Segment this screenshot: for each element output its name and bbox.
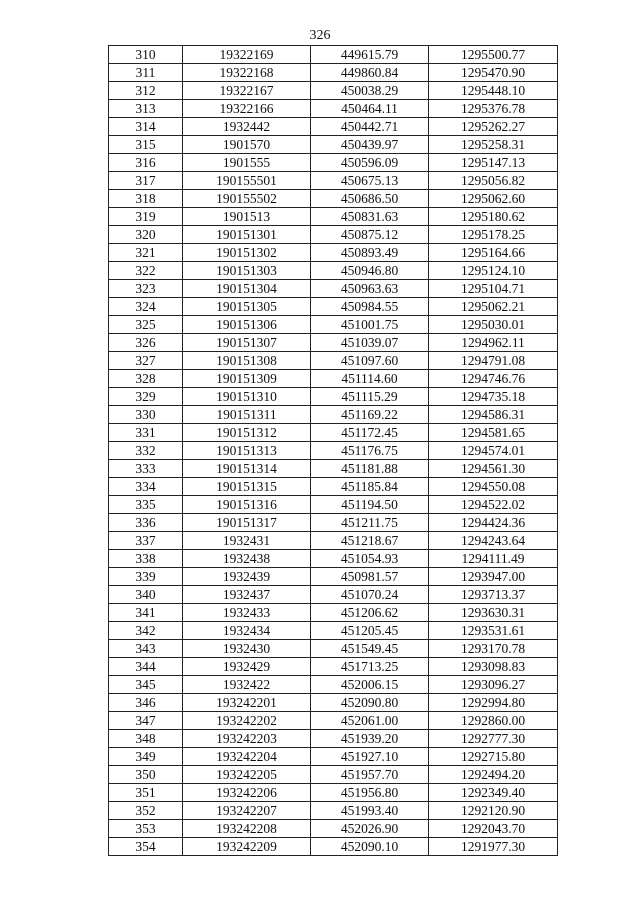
y-coordinate-cell: 1294962.11 (429, 334, 558, 352)
x-coordinate-cell: 451114.60 (311, 370, 429, 388)
table-row (109, 496, 558, 514)
y-coordinate-cell: 1294243.64 (429, 532, 558, 550)
point-number-cell: 341 (109, 604, 183, 622)
y-coordinate-cell: 1293947.00 (429, 568, 558, 586)
point-id-cell: 19322167 (183, 82, 311, 100)
table-row (109, 244, 558, 262)
y-coordinate-cell: 1295147.13 (429, 154, 558, 172)
point-id-cell: 193242207 (183, 802, 311, 820)
point-number-cell: 325 (109, 316, 183, 334)
table-row (109, 730, 558, 748)
point-number-cell: 352 (109, 802, 183, 820)
x-coordinate-cell: 452026.90 (311, 820, 429, 838)
point-id-cell: 190151304 (183, 280, 311, 298)
x-coordinate-cell: 452061.00 (311, 712, 429, 730)
table-row (109, 802, 558, 820)
point-id-cell: 1932422 (183, 676, 311, 694)
point-number-cell: 350 (109, 766, 183, 784)
table-row (109, 622, 558, 640)
table-row (109, 586, 558, 604)
x-coordinate-cell: 451206.62 (311, 604, 429, 622)
y-coordinate-cell: 1294586.31 (429, 406, 558, 424)
table-row (109, 334, 558, 352)
y-coordinate-cell: 1295030.01 (429, 316, 558, 334)
x-coordinate-cell: 451939.20 (311, 730, 429, 748)
table-row (109, 604, 558, 622)
point-number-cell: 327 (109, 352, 183, 370)
table-row (109, 136, 558, 154)
point-number-cell: 328 (109, 370, 183, 388)
x-coordinate-cell: 450439.97 (311, 136, 429, 154)
coordinates-table (108, 45, 558, 856)
point-number-cell: 345 (109, 676, 183, 694)
y-coordinate-cell: 1294561.30 (429, 460, 558, 478)
point-number-cell: 347 (109, 712, 183, 730)
x-coordinate-cell: 451097.60 (311, 352, 429, 370)
point-number-cell: 337 (109, 532, 183, 550)
point-id-cell: 1932439 (183, 568, 311, 586)
point-number-cell: 321 (109, 244, 183, 262)
point-number-cell: 354 (109, 838, 183, 856)
y-coordinate-cell: 1294424.36 (429, 514, 558, 532)
x-coordinate-cell: 451070.24 (311, 586, 429, 604)
y-coordinate-cell: 1295104.71 (429, 280, 558, 298)
x-coordinate-cell: 450686.50 (311, 190, 429, 208)
x-coordinate-cell: 449615.79 (311, 46, 429, 64)
table-row (109, 676, 558, 694)
x-coordinate-cell: 450675.13 (311, 172, 429, 190)
point-id-cell: 193242209 (183, 838, 311, 856)
point-number-cell: 344 (109, 658, 183, 676)
point-number-cell: 333 (109, 460, 183, 478)
point-number-cell: 319 (109, 208, 183, 226)
point-number-cell: 317 (109, 172, 183, 190)
table-row (109, 100, 558, 118)
point-number-cell: 338 (109, 550, 183, 568)
point-id-cell: 190151310 (183, 388, 311, 406)
table-row (109, 406, 558, 424)
y-coordinate-cell: 1293531.61 (429, 622, 558, 640)
table-row (109, 64, 558, 82)
y-coordinate-cell: 1292494.20 (429, 766, 558, 784)
table-row (109, 118, 558, 136)
point-id-cell: 190151314 (183, 460, 311, 478)
point-number-cell: 326 (109, 334, 183, 352)
y-coordinate-cell: 1294581.65 (429, 424, 558, 442)
point-id-cell: 1901555 (183, 154, 311, 172)
x-coordinate-cell: 450893.49 (311, 244, 429, 262)
point-number-cell: 329 (109, 388, 183, 406)
x-coordinate-cell: 450963.63 (311, 280, 429, 298)
x-coordinate-cell: 451054.93 (311, 550, 429, 568)
point-number-cell: 346 (109, 694, 183, 712)
x-coordinate-cell: 451713.25 (311, 658, 429, 676)
point-id-cell: 190151308 (183, 352, 311, 370)
y-coordinate-cell: 1295062.60 (429, 190, 558, 208)
y-coordinate-cell: 1291977.30 (429, 838, 558, 856)
point-number-cell: 336 (109, 514, 183, 532)
point-id-cell: 1932434 (183, 622, 311, 640)
point-id-cell: 190151303 (183, 262, 311, 280)
coordinates-table-body (109, 46, 558, 856)
y-coordinate-cell: 1295376.78 (429, 100, 558, 118)
x-coordinate-cell: 451039.07 (311, 334, 429, 352)
x-coordinate-cell: 451115.29 (311, 388, 429, 406)
y-coordinate-cell: 1293170.78 (429, 640, 558, 658)
point-id-cell: 1932433 (183, 604, 311, 622)
point-number-cell: 312 (109, 82, 183, 100)
table-row (109, 784, 558, 802)
point-id-cell: 193242202 (183, 712, 311, 730)
y-coordinate-cell: 1295180.62 (429, 208, 558, 226)
x-coordinate-cell: 450946.80 (311, 262, 429, 280)
y-coordinate-cell: 1292349.40 (429, 784, 558, 802)
point-number-cell: 349 (109, 748, 183, 766)
x-coordinate-cell: 451957.70 (311, 766, 429, 784)
y-coordinate-cell: 1295164.66 (429, 244, 558, 262)
x-coordinate-cell: 450464.11 (311, 100, 429, 118)
point-id-cell: 1932430 (183, 640, 311, 658)
y-coordinate-cell: 1293713.37 (429, 586, 558, 604)
table-row (109, 838, 558, 856)
point-id-cell: 190151307 (183, 334, 311, 352)
point-number-cell: 334 (109, 478, 183, 496)
point-number-cell: 323 (109, 280, 183, 298)
table-row (109, 190, 558, 208)
point-id-cell: 193242208 (183, 820, 311, 838)
point-number-cell: 351 (109, 784, 183, 802)
y-coordinate-cell: 1294111.49 (429, 550, 558, 568)
point-number-cell: 322 (109, 262, 183, 280)
point-id-cell: 190155502 (183, 190, 311, 208)
table-row (109, 514, 558, 532)
x-coordinate-cell: 449860.84 (311, 64, 429, 82)
x-coordinate-cell: 452090.10 (311, 838, 429, 856)
point-id-cell: 193242206 (183, 784, 311, 802)
y-coordinate-cell: 1292777.30 (429, 730, 558, 748)
y-coordinate-cell: 1295258.31 (429, 136, 558, 154)
x-coordinate-cell: 451927.10 (311, 748, 429, 766)
y-coordinate-cell: 1292860.00 (429, 712, 558, 730)
y-coordinate-cell: 1293630.31 (429, 604, 558, 622)
y-coordinate-cell: 1292043.70 (429, 820, 558, 838)
y-coordinate-cell: 1294574.01 (429, 442, 558, 460)
y-coordinate-cell: 1294746.76 (429, 370, 558, 388)
x-coordinate-cell: 451549.45 (311, 640, 429, 658)
table-row (109, 712, 558, 730)
x-coordinate-cell: 452006.15 (311, 676, 429, 694)
point-number-cell: 335 (109, 496, 183, 514)
point-id-cell: 1932438 (183, 550, 311, 568)
x-coordinate-cell: 451169.22 (311, 406, 429, 424)
point-id-cell: 1901570 (183, 136, 311, 154)
x-coordinate-cell: 450981.57 (311, 568, 429, 586)
table-row (109, 280, 558, 298)
table-row (109, 820, 558, 838)
point-number-cell: 320 (109, 226, 183, 244)
point-number-cell: 318 (109, 190, 183, 208)
y-coordinate-cell: 1293098.83 (429, 658, 558, 676)
point-id-cell: 19322168 (183, 64, 311, 82)
x-coordinate-cell: 451172.45 (311, 424, 429, 442)
table-row (109, 460, 558, 478)
table-row (109, 154, 558, 172)
point-id-cell: 190151313 (183, 442, 311, 460)
point-id-cell: 19322169 (183, 46, 311, 64)
point-id-cell: 190151311 (183, 406, 311, 424)
y-coordinate-cell: 1294522.02 (429, 496, 558, 514)
point-id-cell: 1932442 (183, 118, 311, 136)
point-id-cell: 190151301 (183, 226, 311, 244)
point-id-cell: 193242201 (183, 694, 311, 712)
table-row (109, 46, 558, 64)
point-id-cell: 190151302 (183, 244, 311, 262)
point-number-cell: 314 (109, 118, 183, 136)
table-row (109, 568, 558, 586)
table-row (109, 442, 558, 460)
x-coordinate-cell: 451181.88 (311, 460, 429, 478)
table-row (109, 388, 558, 406)
point-id-cell: 190151316 (183, 496, 311, 514)
y-coordinate-cell: 1295262.27 (429, 118, 558, 136)
table-row (109, 262, 558, 280)
point-number-cell: 331 (109, 424, 183, 442)
point-number-cell: 339 (109, 568, 183, 586)
y-coordinate-cell: 1294735.18 (429, 388, 558, 406)
table-row (109, 478, 558, 496)
point-number-cell: 340 (109, 586, 183, 604)
table-row (109, 550, 558, 568)
x-coordinate-cell: 450596.09 (311, 154, 429, 172)
table-row (109, 532, 558, 550)
table-row (109, 208, 558, 226)
x-coordinate-cell: 452090.80 (311, 694, 429, 712)
table-row (109, 748, 558, 766)
point-id-cell: 190155501 (183, 172, 311, 190)
table-row (109, 172, 558, 190)
y-coordinate-cell: 1292715.80 (429, 748, 558, 766)
x-coordinate-cell: 451176.75 (311, 442, 429, 460)
point-number-cell: 324 (109, 298, 183, 316)
x-coordinate-cell: 450875.12 (311, 226, 429, 244)
y-coordinate-cell: 1295124.10 (429, 262, 558, 280)
table-row (109, 352, 558, 370)
y-coordinate-cell: 1294791.08 (429, 352, 558, 370)
point-id-cell: 193242203 (183, 730, 311, 748)
point-id-cell: 193242204 (183, 748, 311, 766)
y-coordinate-cell: 1292120.90 (429, 802, 558, 820)
table-row (109, 82, 558, 100)
x-coordinate-cell: 450984.55 (311, 298, 429, 316)
y-coordinate-cell: 1295062.21 (429, 298, 558, 316)
point-id-cell: 190151317 (183, 514, 311, 532)
x-coordinate-cell: 450831.63 (311, 208, 429, 226)
x-coordinate-cell: 451211.75 (311, 514, 429, 532)
table-row (109, 316, 558, 334)
x-coordinate-cell: 451993.40 (311, 802, 429, 820)
point-number-cell: 316 (109, 154, 183, 172)
y-coordinate-cell: 1295500.77 (429, 46, 558, 64)
x-coordinate-cell: 450038.29 (311, 82, 429, 100)
x-coordinate-cell: 451205.45 (311, 622, 429, 640)
point-number-cell: 353 (109, 820, 183, 838)
point-number-cell: 330 (109, 406, 183, 424)
y-coordinate-cell: 1295178.25 (429, 226, 558, 244)
point-id-cell: 190151315 (183, 478, 311, 496)
point-id-cell: 1932437 (183, 586, 311, 604)
y-coordinate-cell: 1295448.10 (429, 82, 558, 100)
x-coordinate-cell: 451956.80 (311, 784, 429, 802)
point-id-cell: 1901513 (183, 208, 311, 226)
point-id-cell: 19322166 (183, 100, 311, 118)
y-coordinate-cell: 1293096.27 (429, 676, 558, 694)
x-coordinate-cell: 451194.50 (311, 496, 429, 514)
point-id-cell: 193242205 (183, 766, 311, 784)
point-id-cell: 190151309 (183, 370, 311, 388)
y-coordinate-cell: 1295056.82 (429, 172, 558, 190)
point-number-cell: 343 (109, 640, 183, 658)
page-number: 326 (309, 28, 331, 43)
table-row (109, 766, 558, 784)
point-number-cell: 313 (109, 100, 183, 118)
x-coordinate-cell: 451185.84 (311, 478, 429, 496)
point-id-cell: 1932429 (183, 658, 311, 676)
table-row (109, 424, 558, 442)
table-row (109, 658, 558, 676)
table-row (109, 694, 558, 712)
point-id-cell: 190151312 (183, 424, 311, 442)
x-coordinate-cell: 450442.71 (311, 118, 429, 136)
table-row (109, 370, 558, 388)
y-coordinate-cell: 1294550.08 (429, 478, 558, 496)
point-number-cell: 311 (109, 64, 183, 82)
point-number-cell: 342 (109, 622, 183, 640)
y-coordinate-cell: 1295470.90 (429, 64, 558, 82)
point-id-cell: 190151305 (183, 298, 311, 316)
point-number-cell: 310 (109, 46, 183, 64)
table-row (109, 640, 558, 658)
point-id-cell: 190151306 (183, 316, 311, 334)
y-coordinate-cell: 1292994.80 (429, 694, 558, 712)
table-row (109, 298, 558, 316)
x-coordinate-cell: 451001.75 (311, 316, 429, 334)
point-number-cell: 332 (109, 442, 183, 460)
point-number-cell: 348 (109, 730, 183, 748)
point-id-cell: 1932431 (183, 532, 311, 550)
point-number-cell: 315 (109, 136, 183, 154)
table-row (109, 226, 558, 244)
x-coordinate-cell: 451218.67 (311, 532, 429, 550)
